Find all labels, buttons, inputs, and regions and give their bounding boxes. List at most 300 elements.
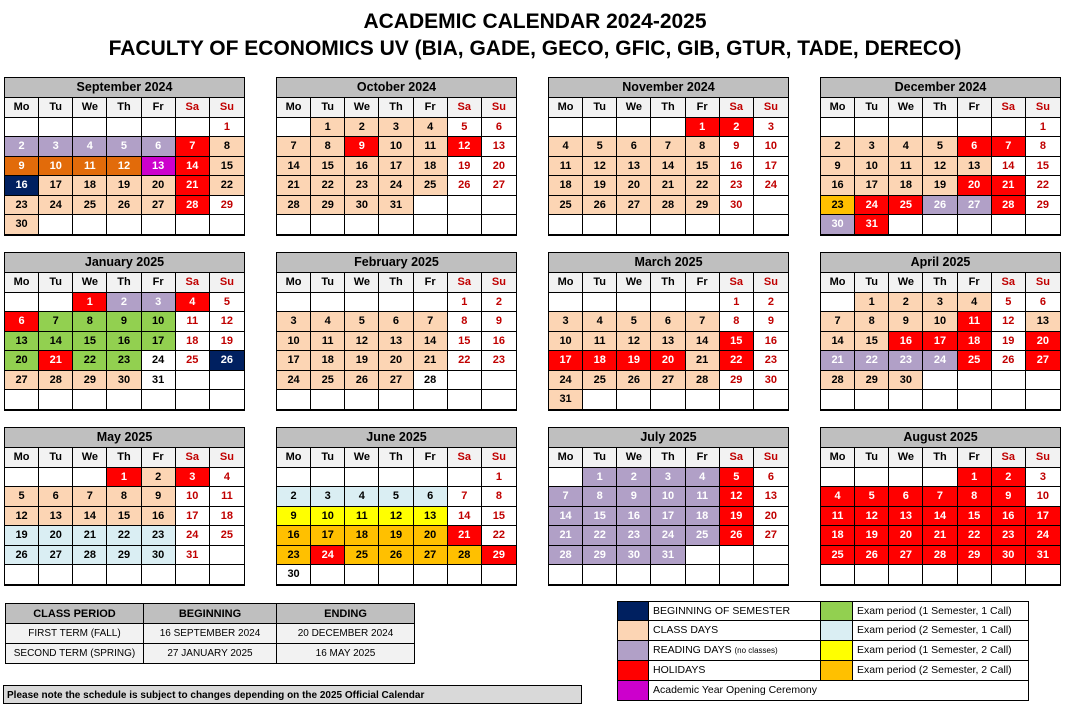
day-cell: 23 xyxy=(5,196,39,216)
term-begin: 27 JANUARY 2025 xyxy=(144,644,277,664)
legend-row xyxy=(617,641,1029,661)
day-cell: 10 xyxy=(754,137,788,157)
legend-row xyxy=(617,601,1029,621)
day-cell: 4 xyxy=(549,137,583,157)
empty-cell xyxy=(686,215,720,235)
day-cell: 9 xyxy=(482,312,516,332)
day-cell: 10 xyxy=(311,507,345,527)
day-cell: 27 xyxy=(754,526,788,546)
day-cell: 21 xyxy=(821,351,855,371)
weekday-header: Su xyxy=(482,98,516,118)
weekday-header: Tu xyxy=(311,273,345,293)
month-title: August 2025 xyxy=(821,428,1060,448)
day-cell: 24 xyxy=(277,371,311,391)
day-cell: 22 xyxy=(1026,176,1060,196)
day-cell: 14 xyxy=(651,157,685,177)
day-cell: 3 xyxy=(855,137,889,157)
day-cell: 13 xyxy=(889,507,923,527)
empty-cell xyxy=(583,215,617,235)
disclaimer-note: Please note the schedule is subject to changes depending on the 2025 Official Calendar xyxy=(3,685,582,704)
day-cell: 4 xyxy=(311,312,345,332)
day-cell: 9 xyxy=(5,157,39,177)
day-cell: 6 xyxy=(379,312,413,332)
page-subtitle: FACULTY OF ECONOMICS UV (BIA, GADE, GECO, GFIC, GIB, GTUR, TADE, DERECO) xyxy=(108,37,962,60)
empty-cell xyxy=(210,215,244,235)
day-cell: 11 xyxy=(345,507,379,527)
month-calendar xyxy=(276,252,517,411)
empty-cell xyxy=(992,390,1026,410)
day-cell: 1 xyxy=(583,468,617,488)
empty-cell xyxy=(720,565,754,585)
empty-cell xyxy=(821,118,855,138)
empty-cell xyxy=(720,546,754,566)
empty-cell xyxy=(210,546,244,566)
empty-cell xyxy=(448,565,482,585)
empty-cell xyxy=(345,293,379,313)
legend-label-begin: BEGINNING OF SEMESTER xyxy=(649,601,821,621)
day-cell: 30 xyxy=(345,196,379,216)
day-cell: 8 xyxy=(1026,137,1060,157)
day-cell: 15 xyxy=(311,157,345,177)
empty-cell xyxy=(617,390,651,410)
day-cell: 17 xyxy=(379,157,413,177)
weekday-header: Fr xyxy=(958,448,992,468)
day-cell: 9 xyxy=(277,507,311,527)
empty-cell xyxy=(39,565,73,585)
day-cell: 19 xyxy=(5,526,39,546)
day-cell: 16 xyxy=(754,332,788,352)
day-cell: 24 xyxy=(651,526,685,546)
day-cell: 16 xyxy=(821,176,855,196)
empty-cell xyxy=(958,118,992,138)
day-cell: 18 xyxy=(345,526,379,546)
table-row xyxy=(6,644,415,664)
day-cell: 14 xyxy=(414,332,448,352)
day-cell: 1 xyxy=(1026,118,1060,138)
month-calendar xyxy=(820,252,1061,411)
weekday-header: Fr xyxy=(414,448,448,468)
weekday-header: Fr xyxy=(414,273,448,293)
empty-cell xyxy=(277,293,311,313)
day-cell: 18 xyxy=(176,332,210,352)
empty-cell xyxy=(73,215,107,235)
empty-cell xyxy=(923,565,957,585)
empty-cell xyxy=(992,215,1026,235)
weekday-header: Sa xyxy=(992,448,1026,468)
day-cell: 28 xyxy=(651,196,685,216)
empty-cell xyxy=(142,118,176,138)
day-grid xyxy=(5,98,244,235)
weekday-header: Su xyxy=(210,273,244,293)
day-cell: 7 xyxy=(39,312,73,332)
weekday-header: Th xyxy=(107,98,141,118)
day-cell: 25 xyxy=(345,546,379,566)
day-cell: 3 xyxy=(142,293,176,313)
legend-swatch-exam-2-2 xyxy=(821,661,853,681)
day-cell: 10 xyxy=(855,157,889,177)
day-cell: 20 xyxy=(482,157,516,177)
day-cell: 10 xyxy=(923,312,957,332)
day-cell: 17 xyxy=(1026,507,1060,527)
empty-cell xyxy=(686,390,720,410)
empty-cell xyxy=(754,390,788,410)
day-cell: 6 xyxy=(651,312,685,332)
day-cell: 23 xyxy=(720,176,754,196)
day-cell: 6 xyxy=(414,487,448,507)
weekday-header: Fr xyxy=(958,98,992,118)
term-name: FIRST TERM (FALL) xyxy=(6,624,144,644)
empty-cell xyxy=(142,215,176,235)
day-cell: 6 xyxy=(1026,293,1060,313)
day-cell: 29 xyxy=(107,546,141,566)
day-cell: 20 xyxy=(958,176,992,196)
day-cell: 12 xyxy=(448,137,482,157)
header-ending: ENDING xyxy=(277,604,415,624)
month-calendar xyxy=(276,77,517,236)
day-cell: 28 xyxy=(414,371,448,391)
day-cell: 4 xyxy=(345,487,379,507)
empty-cell xyxy=(651,390,685,410)
weekday-header: Su xyxy=(482,448,516,468)
day-cell: 17 xyxy=(549,351,583,371)
day-cell: 25 xyxy=(583,371,617,391)
day-cell: 7 xyxy=(277,137,311,157)
day-cell: 28 xyxy=(992,196,1026,216)
day-cell: 7 xyxy=(923,487,957,507)
weekday-header: Su xyxy=(754,273,788,293)
weekday-header: We xyxy=(617,98,651,118)
weekday-header: Fr xyxy=(142,273,176,293)
day-cell: 24 xyxy=(855,196,889,216)
day-cell: 9 xyxy=(345,137,379,157)
weekday-header: Th xyxy=(107,448,141,468)
day-cell: 3 xyxy=(379,118,413,138)
weekday-header: Su xyxy=(1026,273,1060,293)
term-end: 20 DECEMBER 2024 xyxy=(277,624,415,644)
empty-cell xyxy=(345,390,379,410)
legend-label-exam-2-2: Exam period (2 Semester, 2 Call) xyxy=(853,661,1029,681)
day-cell: 28 xyxy=(73,546,107,566)
weekday-header: Mo xyxy=(277,448,311,468)
weekday-header: Su xyxy=(1026,98,1060,118)
empty-cell xyxy=(210,371,244,391)
empty-cell xyxy=(142,390,176,410)
month-title: April 2025 xyxy=(821,253,1060,273)
weekday-header: Sa xyxy=(448,273,482,293)
day-cell: 25 xyxy=(889,196,923,216)
day-grid xyxy=(277,273,516,410)
day-cell: 12 xyxy=(107,157,141,177)
weekday-header: Sa xyxy=(448,98,482,118)
month-title: March 2025 xyxy=(549,253,788,273)
weekday-header: Sa xyxy=(176,273,210,293)
empty-cell xyxy=(414,293,448,313)
month-calendar xyxy=(4,77,245,236)
day-cell: 25 xyxy=(958,351,992,371)
weekday-header: Fr xyxy=(686,98,720,118)
day-cell: 10 xyxy=(1026,487,1060,507)
day-cell: 31 xyxy=(142,371,176,391)
legend-row xyxy=(617,661,1029,681)
day-cell: 26 xyxy=(923,196,957,216)
day-cell: 25 xyxy=(176,351,210,371)
empty-cell xyxy=(5,468,39,488)
day-cell: 27 xyxy=(379,371,413,391)
legend-row xyxy=(617,681,1029,701)
day-cell: 8 xyxy=(686,137,720,157)
day-cell: 22 xyxy=(107,526,141,546)
day-cell: 30 xyxy=(889,371,923,391)
empty-cell xyxy=(311,468,345,488)
day-cell: 27 xyxy=(142,196,176,216)
day-cell: 8 xyxy=(720,312,754,332)
day-cell: 5 xyxy=(720,468,754,488)
day-cell: 17 xyxy=(277,351,311,371)
day-cell: 25 xyxy=(311,371,345,391)
day-cell: 20 xyxy=(889,526,923,546)
day-cell: 19 xyxy=(379,526,413,546)
day-cell: 4 xyxy=(414,118,448,138)
day-cell: 28 xyxy=(923,546,957,566)
day-cell: 18 xyxy=(73,176,107,196)
empty-cell xyxy=(39,468,73,488)
day-cell: 11 xyxy=(821,507,855,527)
weekday-header: We xyxy=(73,98,107,118)
day-cell: 19 xyxy=(448,157,482,177)
empty-cell xyxy=(617,215,651,235)
term-end: 16 MAY 2025 xyxy=(277,644,415,664)
day-cell: 16 xyxy=(889,332,923,352)
empty-cell xyxy=(448,390,482,410)
term-name: SECOND TERM (SPRING) xyxy=(6,644,144,664)
day-grid xyxy=(277,448,516,585)
day-cell: 5 xyxy=(992,293,1026,313)
day-grid xyxy=(5,273,244,410)
empty-cell xyxy=(686,546,720,566)
day-cell: 19 xyxy=(617,351,651,371)
day-cell: 13 xyxy=(5,332,39,352)
day-cell: 24 xyxy=(379,176,413,196)
empty-cell xyxy=(617,118,651,138)
day-cell: 21 xyxy=(448,526,482,546)
month-calendar xyxy=(820,77,1061,236)
weekday-header: Tu xyxy=(311,448,345,468)
day-cell: 31 xyxy=(855,215,889,235)
day-cell: 18 xyxy=(311,351,345,371)
day-cell: 5 xyxy=(583,137,617,157)
empty-cell xyxy=(379,390,413,410)
weekday-header: Su xyxy=(210,448,244,468)
day-cell: 10 xyxy=(39,157,73,177)
page-title: ACADEMIC CALENDAR 2024-2025 xyxy=(363,10,707,33)
empty-cell xyxy=(855,390,889,410)
empty-cell xyxy=(176,215,210,235)
day-cell: 12 xyxy=(210,312,244,332)
day-cell: 20 xyxy=(617,176,651,196)
empty-cell xyxy=(583,118,617,138)
month-calendar xyxy=(548,252,789,411)
legend-label-holidays: HOLIDAYS xyxy=(649,661,821,681)
day-cell: 25 xyxy=(73,196,107,216)
legend-swatch-exam-2-1 xyxy=(821,621,853,641)
day-grid xyxy=(549,273,788,410)
day-cell: 29 xyxy=(210,196,244,216)
day-cell: 3 xyxy=(311,487,345,507)
weekday-header: Mo xyxy=(5,448,39,468)
day-cell: 11 xyxy=(311,332,345,352)
empty-cell xyxy=(73,390,107,410)
day-cell: 29 xyxy=(686,196,720,216)
day-cell: 13 xyxy=(379,332,413,352)
weekday-header: Fr xyxy=(686,273,720,293)
day-cell: 2 xyxy=(345,118,379,138)
day-cell: 13 xyxy=(617,157,651,177)
day-cell: 13 xyxy=(754,487,788,507)
day-grid xyxy=(5,448,244,585)
day-cell: 4 xyxy=(583,312,617,332)
table-header-row xyxy=(6,604,415,624)
day-cell: 16 xyxy=(617,507,651,527)
day-cell: 22 xyxy=(311,176,345,196)
day-cell: 11 xyxy=(414,137,448,157)
day-cell: 5 xyxy=(210,293,244,313)
empty-cell xyxy=(754,215,788,235)
weekday-header: Mo xyxy=(5,273,39,293)
weekday-header: Sa xyxy=(992,273,1026,293)
day-cell: 9 xyxy=(992,487,1026,507)
empty-cell xyxy=(414,565,448,585)
weekday-header: We xyxy=(345,448,379,468)
day-cell: 2 xyxy=(107,293,141,313)
day-cell: 30 xyxy=(992,546,1026,566)
empty-cell xyxy=(39,293,73,313)
day-cell: 11 xyxy=(210,487,244,507)
day-cell: 25 xyxy=(821,546,855,566)
empty-cell xyxy=(345,468,379,488)
day-cell: 30 xyxy=(754,371,788,391)
empty-cell xyxy=(958,371,992,391)
day-cell: 3 xyxy=(277,312,311,332)
weekday-header: Th xyxy=(923,273,957,293)
day-cell: 24 xyxy=(923,351,957,371)
day-cell: 18 xyxy=(686,507,720,527)
day-cell: 22 xyxy=(720,351,754,371)
day-cell: 30 xyxy=(5,215,39,235)
day-cell: 6 xyxy=(958,137,992,157)
day-cell: 5 xyxy=(855,487,889,507)
empty-cell xyxy=(277,390,311,410)
day-cell: 14 xyxy=(277,157,311,177)
day-cell: 7 xyxy=(992,137,1026,157)
legend xyxy=(617,601,1029,701)
weekday-header: Fr xyxy=(142,448,176,468)
day-cell: 27 xyxy=(617,196,651,216)
empty-cell xyxy=(958,390,992,410)
day-cell: 22 xyxy=(855,351,889,371)
day-cell: 8 xyxy=(73,312,107,332)
day-cell: 8 xyxy=(448,312,482,332)
day-cell: 23 xyxy=(821,196,855,216)
weekday-header: We xyxy=(73,448,107,468)
day-cell: 3 xyxy=(176,468,210,488)
month-calendar xyxy=(820,427,1061,586)
weekday-header: Tu xyxy=(39,448,73,468)
empty-cell xyxy=(210,390,244,410)
day-cell: 5 xyxy=(5,487,39,507)
legend-swatch-exam-1-2 xyxy=(821,641,853,661)
weekday-header: Mo xyxy=(549,448,583,468)
day-cell: 21 xyxy=(277,176,311,196)
legend-swatch-class xyxy=(617,621,649,641)
empty-cell xyxy=(176,565,210,585)
legend-swatch-reading xyxy=(617,641,649,661)
day-cell: 5 xyxy=(107,137,141,157)
legend-swatch-begin xyxy=(617,601,649,621)
empty-cell xyxy=(176,371,210,391)
weekday-header: Tu xyxy=(855,273,889,293)
weekday-header: Tu xyxy=(39,273,73,293)
day-cell: 2 xyxy=(482,293,516,313)
day-cell: 7 xyxy=(686,312,720,332)
weekday-header: Mo xyxy=(277,98,311,118)
day-cell: 17 xyxy=(142,332,176,352)
day-cell: 26 xyxy=(720,526,754,546)
day-cell: 2 xyxy=(5,137,39,157)
empty-cell xyxy=(992,118,1026,138)
day-cell: 15 xyxy=(482,507,516,527)
day-cell: 9 xyxy=(617,487,651,507)
day-cell: 28 xyxy=(549,546,583,566)
day-cell: 4 xyxy=(958,293,992,313)
weekday-header: We xyxy=(617,273,651,293)
day-grid xyxy=(277,98,516,235)
empty-cell xyxy=(277,468,311,488)
empty-cell xyxy=(720,215,754,235)
month-title: February 2025 xyxy=(277,253,516,273)
empty-cell xyxy=(923,390,957,410)
weekday-header: Th xyxy=(651,98,685,118)
day-cell: 28 xyxy=(448,546,482,566)
day-cell: 22 xyxy=(958,526,992,546)
empty-cell xyxy=(311,390,345,410)
day-cell: 11 xyxy=(958,312,992,332)
day-cell: 18 xyxy=(958,332,992,352)
day-cell: 16 xyxy=(345,157,379,177)
empty-cell xyxy=(39,215,73,235)
empty-cell xyxy=(277,215,311,235)
day-cell: 4 xyxy=(176,293,210,313)
day-cell: 7 xyxy=(821,312,855,332)
day-cell: 20 xyxy=(754,507,788,527)
day-cell: 23 xyxy=(142,526,176,546)
weekday-header: Fr xyxy=(414,98,448,118)
header-class-period: CLASS PERIOD xyxy=(6,604,144,624)
day-cell: 27 xyxy=(5,371,39,391)
day-cell: 4 xyxy=(686,468,720,488)
day-cell: 24 xyxy=(142,351,176,371)
empty-cell xyxy=(958,565,992,585)
weekday-header: Sa xyxy=(720,273,754,293)
day-cell: 8 xyxy=(210,137,244,157)
day-cell: 25 xyxy=(414,176,448,196)
day-cell: 22 xyxy=(73,351,107,371)
day-cell: 23 xyxy=(107,351,141,371)
weekday-header: Su xyxy=(1026,448,1060,468)
weekday-header: Sa xyxy=(448,448,482,468)
weekday-header: Fr xyxy=(958,273,992,293)
day-cell: 7 xyxy=(549,487,583,507)
empty-cell xyxy=(311,215,345,235)
